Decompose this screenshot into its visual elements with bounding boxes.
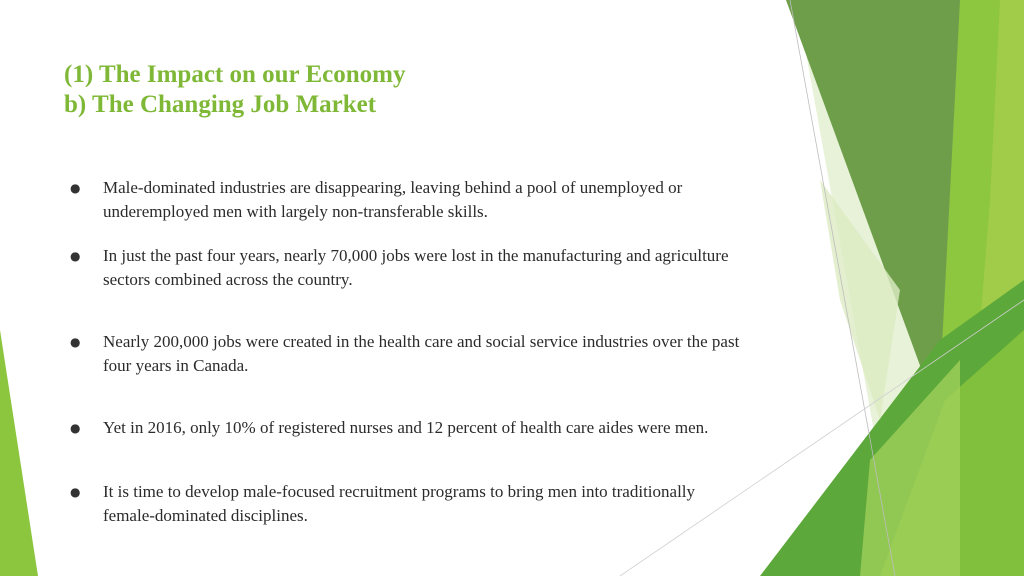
bullet-icon: ● [70, 485, 81, 499]
bullet-item [70, 416, 750, 440]
bullet-text: Yet in 2016, only 10% of registered nurses and 12 percent of health care aides were men. [103, 418, 709, 437]
bullet-icon: ● [70, 249, 81, 263]
bullet-text: In just the past four years, nearly 70,000 jobs were lost in the manufacturing and agriculture sectors combined across the country. [103, 246, 729, 289]
bullet-icon: ● [70, 181, 81, 195]
left-accent-shape [0, 330, 38, 576]
bullet-icon: ● [70, 421, 81, 435]
bullet-item [70, 480, 750, 528]
slide-title [64, 60, 405, 120]
title-line-2: b) The Changing Job Market [64, 91, 377, 118]
title-line-1: (1) The Impact on our Economy [64, 61, 406, 88]
bullet-item [70, 244, 750, 292]
bullet-text: Male-dominated industries are disappearing, leaving behind a pool of unemployed or underemployed men with largely non-transferable skills. [103, 178, 683, 221]
bullet-item [70, 330, 750, 378]
bullet-item [70, 176, 750, 224]
bullet-icon: ● [70, 335, 81, 349]
bullet-text: It is time to develop male-focused recruitment programs to bring men into traditionally female-dominated disciplines. [103, 482, 696, 525]
bullet-text: Nearly 200,000 jobs were created in the health care and social service industries over the past four years in Canada. [103, 332, 740, 375]
